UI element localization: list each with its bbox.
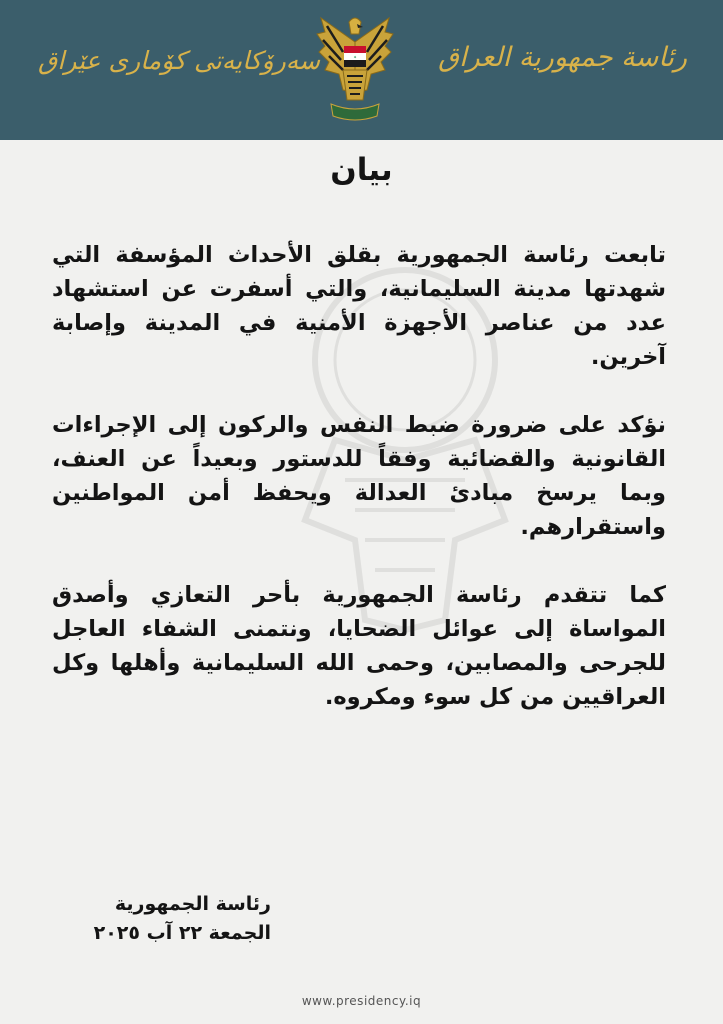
signature-issuer: رئاسة الجمهورية xyxy=(114,893,271,915)
page-header xyxy=(0,0,723,140)
svg-text:✦: ✦ xyxy=(353,54,357,60)
footer-website-link[interactable]: www.presidency.iq xyxy=(301,994,422,1008)
signature-date: الجمعة ٢٢ آب ٢٠٢٥ xyxy=(93,922,271,944)
statement-paragraph: كما تتقدم رئاسة الجمهورية بأحر التعازي وأصدق المواساة إلى عوائل الضحايا، ونتمنى الشفاء العاجل للجرحى والمصابين، وحمى الله السليمانية وأهلها وكل العراقيين من كل سوء ومكروه. xyxy=(52,582,666,710)
iraq-eagle-emblem-icon xyxy=(313,12,397,124)
statement-paragraph: تابعت رئاسة الجمهورية بقلق الأحداث المؤسفة التي شهدتها مدينة السليمانية، والتي أسفرت عن استشهاد عدد من عناصر الأجهزة الأمنية في المدينة وإصابة آخرين. xyxy=(52,242,666,370)
header-kurdish-title: سەرۆکایەتی کۆماری عێراق xyxy=(38,46,321,75)
header-arabic-title: رئاسة جمهورية العراق xyxy=(438,42,687,73)
signature-block xyxy=(31,890,271,948)
statement-body xyxy=(52,238,666,748)
statement-paragraph: نؤكد على ضرورة ضبط النفس والركون إلى الإجراءات القانونية والقضائية وفقاً للدستور وبعيداً عن العنف، وبما يرسخ مبادئ العدالة ويحفظ أمن المواطنين واستقرارهم. xyxy=(52,412,666,540)
document-title: بيان xyxy=(330,152,393,188)
